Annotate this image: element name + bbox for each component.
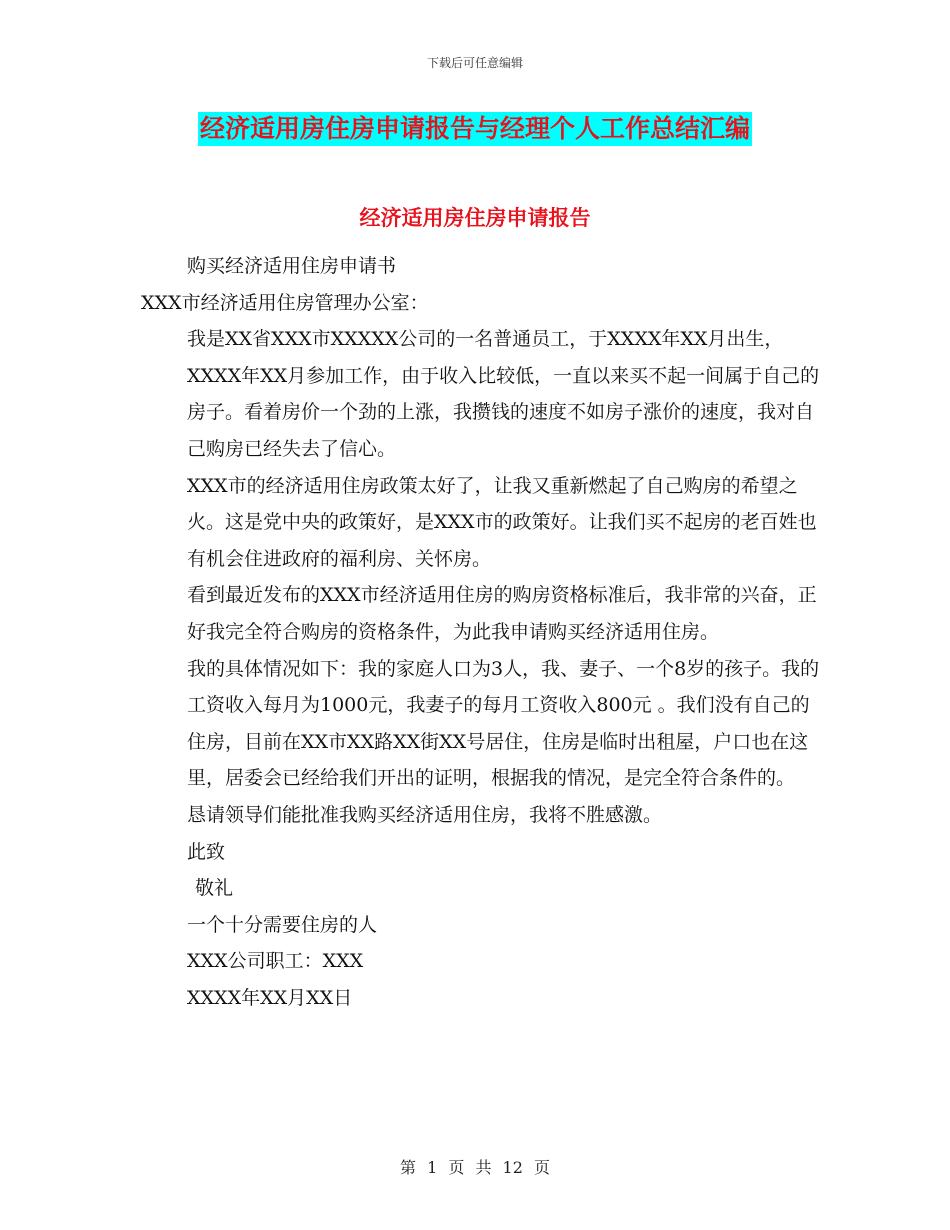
header-note: 下载后可任意编辑 [426,56,523,70]
paragraph-4: 我的具体情况如下：我的家庭人口为3人，我、妻子、一个8岁的孩子。我的工资收入每月为1000元，我妻子的每月工资收入800元 。我们没有自己的住房，目前在XX市XX路XX街XX号居住，住房是临时出租屋，户口也在这里，居委会已经给我们开出的证明，根据我的情况，是完全符合条件的。 [187,657,820,790]
letter-heading: 购买经济适用住房申请书 [187,255,397,277]
company-staff: XXX公司职工：XXX [187,950,364,973]
signature: 一个十分需要住房的人 [187,913,378,936]
section-title: 经济适用房住房申请报告 [359,206,591,230]
paragraph-3: 看到最近发布的XXX市经济适用住房的购房资格标准后，我非常的兴奋，正好我完全符合购房的资格条件，为此我申请购买经济适用住房。 [187,584,817,643]
letter-body [141,248,821,1016]
page-number: 第 1 页 共 12 页 [400,1158,550,1177]
letter-recipient: XXX市经济适用住房管理办公室： [141,291,429,314]
paragraph-1: 我是XX省XXX市XXXXX公司的一名普通员工，于XXXX年XX月出生，XXXX年XX月参加工作，由于收入比较低，一直以来买不起一间属于自己的房子。看着房价一个劲的上涨，我攒钱的速度不如房子涨价的速度，我对自己购房已经失去了信心。 [187,328,820,460]
closing-line-2: 敬礼 [195,877,234,900]
closing-line-1: 此致 [187,840,226,863]
main-title: 经济适用房住房申请报告与经理个人工作总结汇编 [198,112,752,146]
letter-date: XXXX年XX月XX日 [187,986,353,1009]
paragraph-5: 恳请领导们能批准我购买经济适用住房，我将不胜感激。 [187,803,663,826]
paragraph-2: XXX市的经济适用住房政策太好了，让我又重新燃起了自己购房的希望之火。这是党中央的政策好，是XXX市的政策好。让我们买不起房的老百姓也有机会住进政府的福利房、关怀房。 [187,474,817,570]
main-title-wrap [0,112,950,146]
